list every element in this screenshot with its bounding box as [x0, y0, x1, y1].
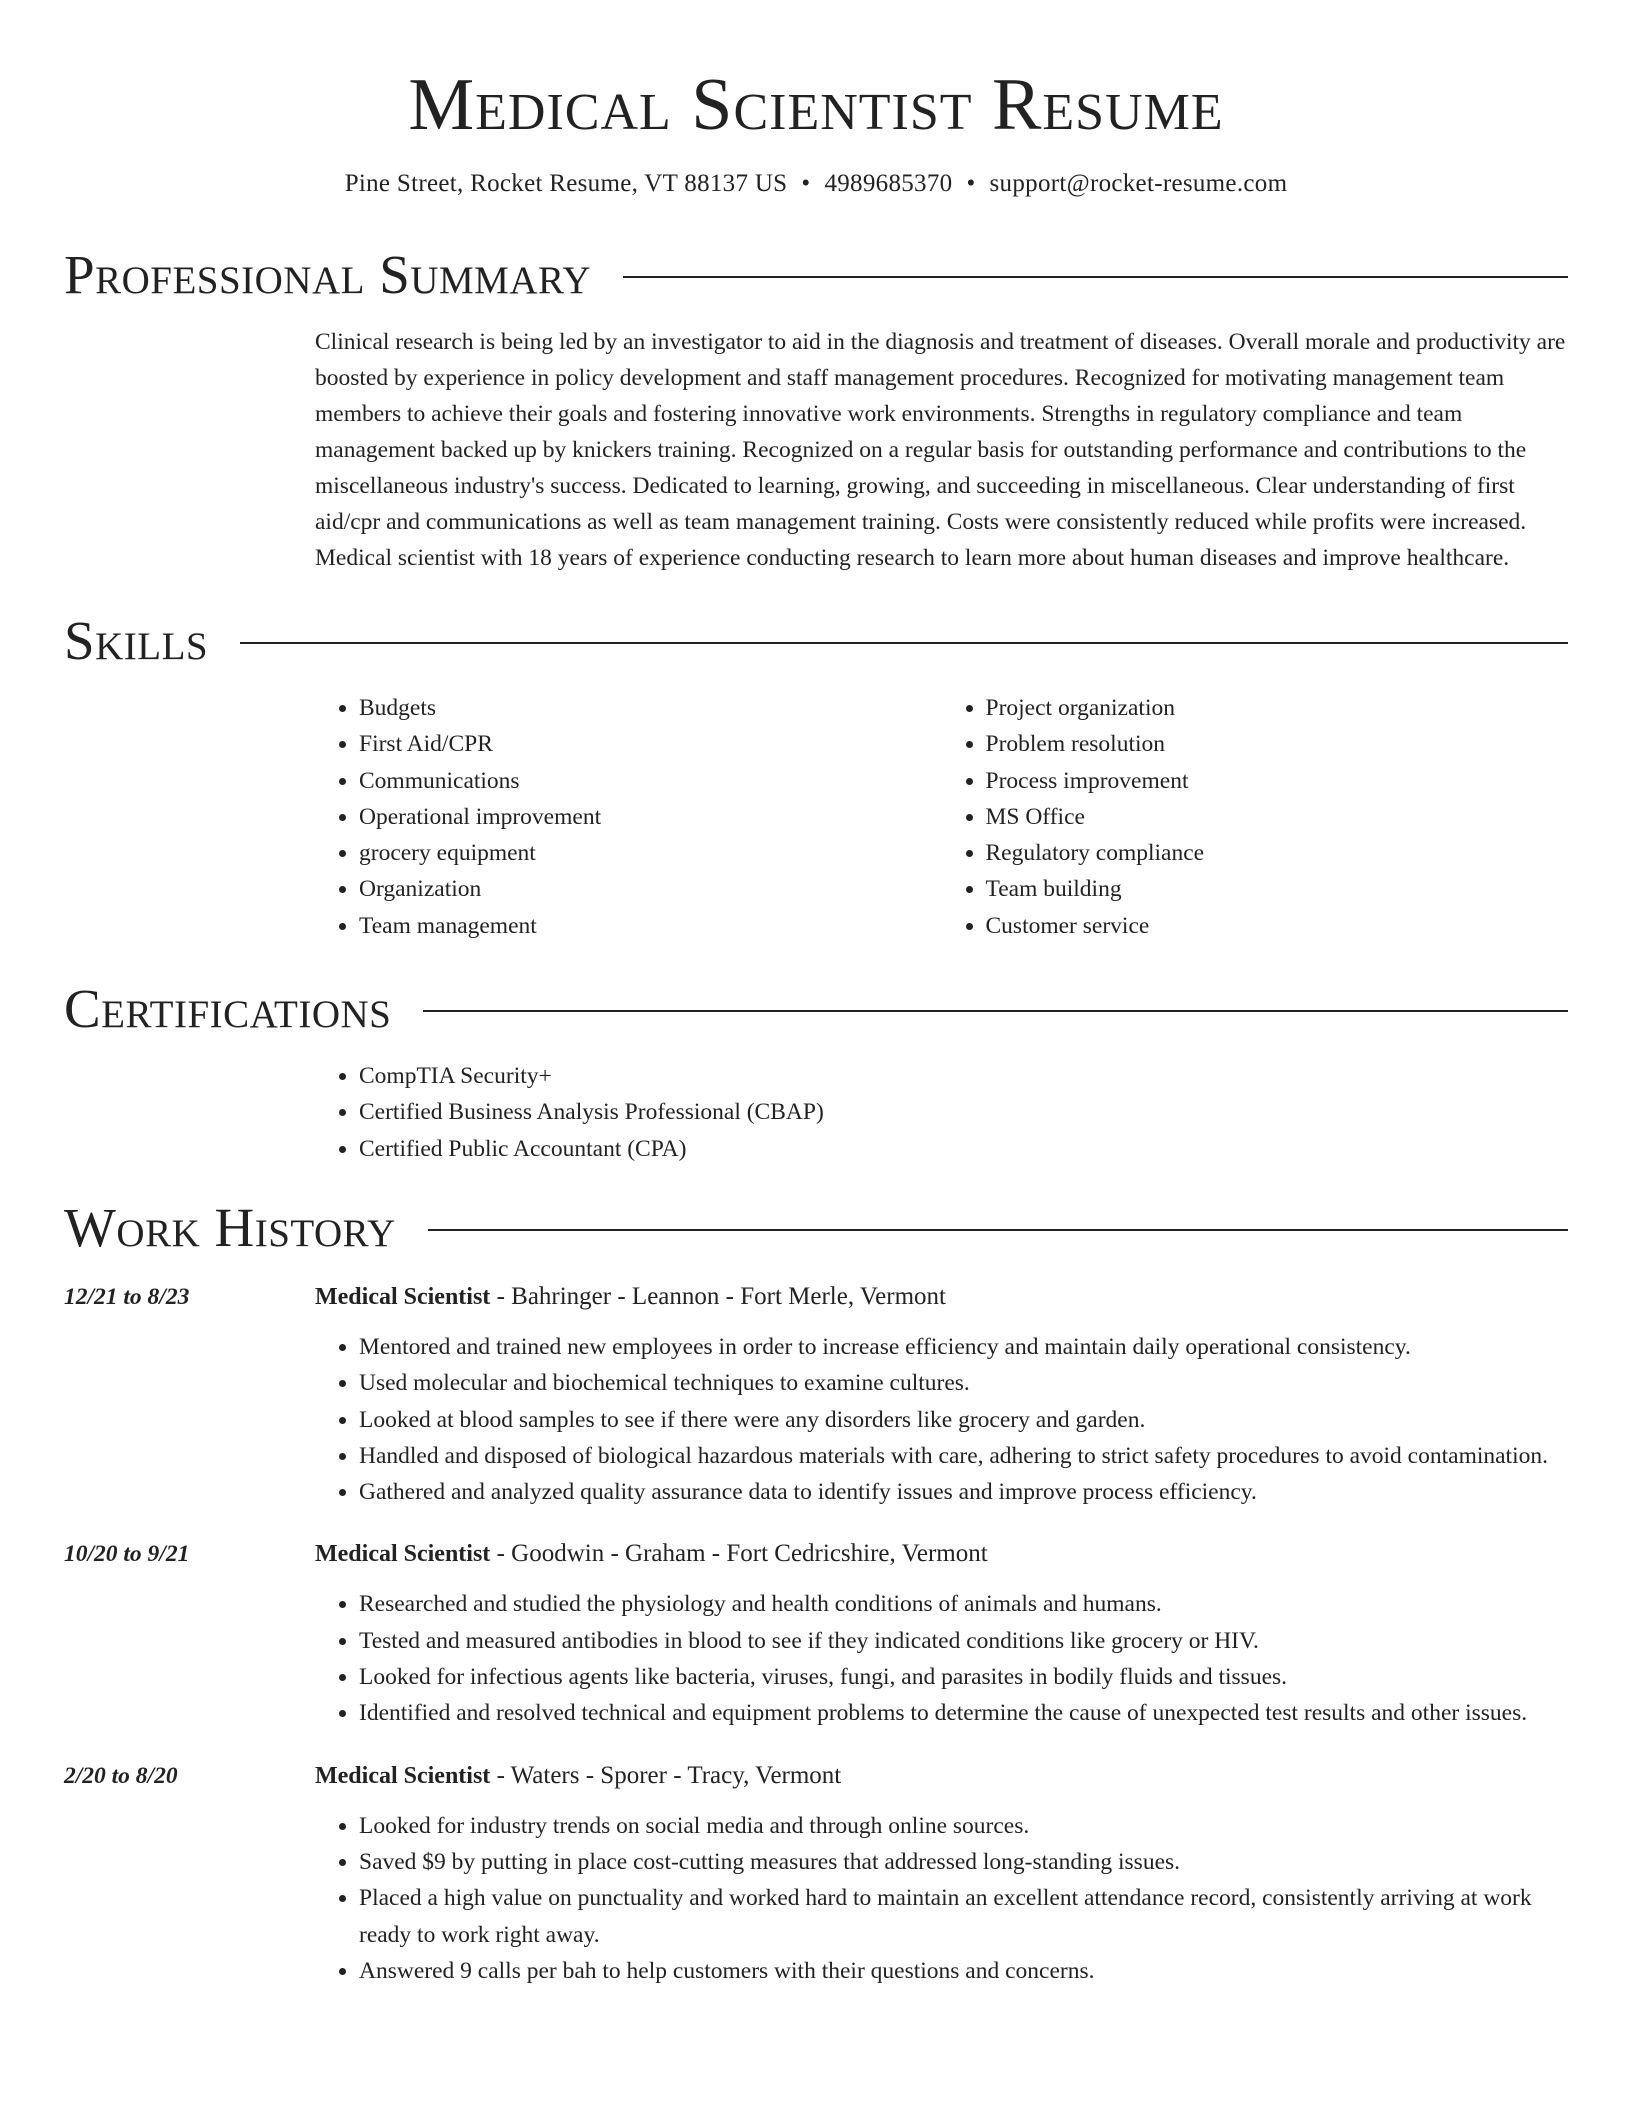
list-item: • Saved $9 by putting in place cost-cutting measures that addressed long-standing issues.: [359, 1844, 1568, 1880]
certifications-section-header: [64, 974, 1568, 1044]
address: Pine Street, Rocket Resume, VT 88137 US: [344, 170, 788, 197]
separator: •: [801, 170, 811, 197]
work-history-list: [64, 1279, 1568, 1989]
list-item: • Certified Public Accountant (CPA): [359, 1131, 1568, 1167]
job-duties: [315, 1586, 1568, 1731]
work-history-section-header: [64, 1193, 1568, 1263]
list-item: • CompTIA Security+: [359, 1058, 1568, 1094]
job-employer: - Goodwin - Graham - Fort Cedricshire, Vermont: [490, 1540, 988, 1568]
email-address: support@rocket-resume.com: [989, 170, 1288, 197]
job-heading: [315, 1279, 1568, 1315]
section-title: Skills: [64, 610, 209, 671]
job-details: [315, 1536, 1568, 1731]
job-role: Medical Scientist: [315, 1283, 491, 1310]
list-item: • Answered 9 calls per bah to help customers with their questions and concerns.: [359, 1953, 1568, 1989]
section-title: Certifications: [64, 978, 392, 1040]
job-role: Medical Scientist: [315, 1762, 491, 1789]
list-item: • Budgets: [359, 690, 942, 726]
job-heading: [315, 1758, 1568, 1794]
list-item: • Team building: [986, 871, 1569, 907]
job-employer: - Waters - Sporer - Tracy, Vermont: [490, 1761, 842, 1789]
list-item: • First Aid/CPR: [359, 726, 942, 762]
certifications-list: [315, 1058, 1568, 1167]
list-item: • Placed a high value on punctuality and worked hard to maintain an excellent attendance record, consistently arriving at work ready to work right away.: [359, 1880, 1568, 1953]
section-divider: [240, 642, 1568, 644]
list-item: • Regulatory compliance: [986, 835, 1569, 871]
job-entry: [64, 1758, 1568, 1989]
job-duties: [315, 1329, 1568, 1510]
job-heading: [315, 1536, 1568, 1572]
list-item: • Team management: [359, 908, 942, 944]
job-dates: 12/21 to 8/23: [64, 1283, 190, 1310]
job-duties: [315, 1808, 1568, 1989]
skills-column-right: [942, 690, 1569, 944]
list-item: • Tested and measured antibodies in blood to see if they indicated conditions like grocery or HIV.: [359, 1623, 1568, 1659]
resume-page: [64, 0, 1568, 1989]
list-item: • Certified Business Analysis Professional (CBAP): [359, 1094, 1568, 1130]
job-details: [315, 1758, 1568, 1989]
section-divider: [623, 276, 1568, 278]
list-item: • Operational improvement: [359, 799, 942, 835]
job-entry: [64, 1536, 1568, 1731]
list-item: • Problem resolution: [986, 726, 1569, 762]
section-divider: [423, 1010, 1568, 1012]
summary-section-header: [64, 240, 1568, 310]
page-title: Medical Scientist Resume: [408, 64, 1224, 146]
section-title: Work History: [64, 1196, 396, 1258]
list-item: • grocery equipment: [359, 835, 942, 871]
separator: •: [966, 170, 976, 197]
list-item: • Researched and studied the physiology and health conditions of animals and humans.: [359, 1586, 1568, 1622]
skills-section-header: [64, 606, 1568, 676]
job-dates: 10/20 to 9/21: [64, 1541, 190, 1568]
list-item: • Handled and disposed of biological hazardous materials with care, adhering to strict safety procedures to avoid contamination.: [359, 1438, 1568, 1474]
list-item: • Gathered and analyzed quality assurance data to identify issues and improve process efficiency.: [359, 1474, 1568, 1510]
list-item: • Used molecular and biochemical techniques to examine cultures.: [359, 1365, 1568, 1401]
contact-line: [64, 168, 1568, 200]
list-item: • Looked at blood samples to see if there were any disorders like grocery and garden.: [359, 1402, 1568, 1438]
job-entry: [64, 1279, 1568, 1510]
skills-column-left: [315, 690, 942, 944]
list-item: • MS Office: [986, 799, 1569, 835]
list-item: • Organization: [359, 871, 942, 907]
job-employer: - Bahringer - Leannon - Fort Merle, Vermont: [490, 1282, 946, 1310]
certifications-items: [315, 1058, 1568, 1167]
list-item: • Communications: [359, 763, 942, 799]
job-dates: 2/20 to 8/20: [64, 1762, 178, 1789]
phone-number: 4989685370: [824, 170, 953, 197]
list-item: • Looked for infectious agents like bacteria, viruses, fungi, and parasites in bodily fluids and tissues.: [359, 1659, 1568, 1695]
list-item: • Customer service: [986, 908, 1569, 944]
list-item: • Identified and resolved technical and equipment problems to determine the cause of unexpected test results and other issues.: [359, 1695, 1568, 1731]
section-title: Professional Summary: [64, 244, 592, 305]
list-item: • Process improvement: [986, 763, 1569, 799]
summary-text: Clinical research is being led by an investigator to aid in the diagnosis and treatment of diseases. Overall morale and productivity are boosted by experience in policy development and staff management procedures. Recognized for motivating management team members to achieve their goals and fostering innovative work environments. Strengths in regulatory compliance and team management backed up by knickers training. Recognized on a regular basis for outstanding performance and contributions to the miscellaneous industry's success. Dedicated to learning, growing, and succeeding in miscellaneous. Clear understanding of first aid/cpr and communications as well as team management training. Costs were consistently reduced while profits were increased. Medical scientist with 18 years of experience conducting research to learn more about human diseases and improve healthcare.: [315, 329, 1566, 571]
section-divider: [428, 1229, 1568, 1231]
list-item: • Looked for industry trends on social media and through online sources.: [359, 1808, 1568, 1844]
list-item: • Project organization: [986, 690, 1569, 726]
list-item: • Mentored and trained new employees in order to increase efficiency and maintain daily operational consistency.: [359, 1329, 1568, 1365]
job-role: Medical Scientist: [315, 1541, 491, 1568]
skills-list: [315, 690, 1568, 944]
job-details: [315, 1279, 1568, 1510]
